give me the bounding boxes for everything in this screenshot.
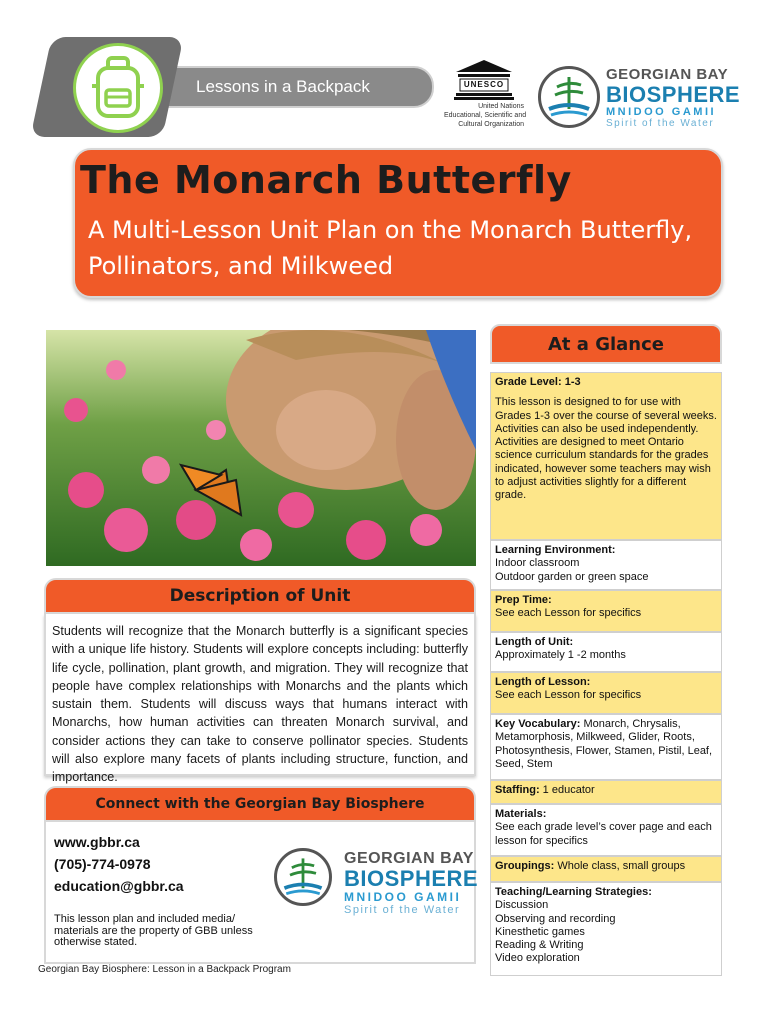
unesco-acronym: UNESCO [463,80,505,89]
backpack-icon [88,56,148,122]
logo-line-2: BIOSPHERE [344,866,479,891]
strategy-item: Kinesthetic games [495,925,585,938]
logo-line-4: Spirit of the Water [606,118,715,129]
unesco-logo [444,58,527,138]
strategy-item: Observing and recording [495,912,616,925]
description-header [44,578,476,614]
vocabulary-label: Key Vocabulary: [495,718,581,730]
ownership-note: This lesson plan and included media/ materials are the property of GBB unless otherwise stated. [54,913,253,948]
length-lesson-value: See each Lesson for specifics [495,689,642,702]
logo-line-2: BIOSPHERE [606,82,741,107]
connect-header [44,786,476,822]
page-title: The Monarch Butterfly [80,158,572,202]
email-link[interactable]: education@gbbr.ca [54,878,184,894]
gbb-logo-header [538,60,741,140]
grade-text: This lesson is designed to for use with Grades 1-3 over the course of several weeks. Activities can also be used independently. Activities are designed to meet Ontario science curriculum standards for the grades indicated, however some teachers may wish to adjust activities slightly for a different grade. [495,396,717,502]
environment-label: Learning Environment: [495,544,616,556]
materials-label: Materials: [495,808,547,820]
unesco-line: Cultural Organization [458,121,524,128]
prep-box [490,590,722,632]
logo-line-1: GEORGIAN BAY [606,66,729,83]
connect-body [44,822,479,964]
environment-item: Outdoor garden or green space [495,570,649,583]
page-subtitle: A Multi-Lesson Unit Plan on the Monarch Butterfly, Pollinators, and Milkweed [88,216,693,280]
cover-photo [46,330,476,566]
length-lesson-box [490,672,722,714]
logo-line-4: Spirit of the Water [344,904,461,916]
environment-box [490,540,722,590]
logo-line-1: GEORGIAN BAY [344,850,474,867]
footer-program: Georgian Bay Biosphere: Lesson in a Backpack Program [38,964,291,975]
glance-panel [490,372,722,976]
strategy-item: Reading & Writing [495,939,584,952]
backpack-badge [73,43,163,133]
program-label: Lessons in a Backpack [196,77,370,96]
strategy-item: Discussion [495,899,549,912]
length-lesson-label: Length of Lesson: [495,676,591,688]
website-link[interactable]: www.gbbr.ca [54,834,140,850]
description-body [44,614,476,785]
glance-heading: At a Glance [548,334,664,355]
grade-value: 1-3 [564,376,581,388]
connect-heading: Connect with the Georgian Bay Biosphere [95,796,425,812]
staffing-value: 1 educator [542,784,595,796]
strategies-label: Teaching/Learning Strategies: [495,886,652,898]
groupings-box [490,856,722,882]
length-unit-value: Approximately 1 -2 months [495,649,626,662]
strategies-box [490,882,722,976]
strategy-item: Video exploration [495,952,580,965]
materials-value: See each grade level’s cover page and each lesson for specifics [495,821,712,847]
length-unit-box [490,632,722,672]
child-butterfly-photo [46,330,476,566]
groupings-label: Groupings: [495,860,555,872]
tree-icon [277,851,329,903]
vocabulary-value: Monarch, Chrysalis, Metamorphosis, Milkweed, Glider, Roots, Photosynthesis, Flower, Stamen, Pistil, Leaf, Seed, Stem [495,718,713,770]
grade-label: Grade Level: [495,376,562,388]
logo-line-3: MNIDOO GAMII [344,890,462,904]
staffing-box [490,780,722,804]
prep-value: See each Lesson for specifics [495,607,642,620]
unesco-line: Educational, Scientific and [444,112,527,119]
length-unit-label: Length of Unit: [495,636,574,648]
prep-label: Prep Time: [495,594,552,606]
vocabulary-box [490,714,722,780]
staffing-label: Staffing: [495,784,540,796]
gbb-emblem [274,848,332,906]
environment-item: Indoor classroom [495,557,580,570]
materials-box [490,804,722,856]
phone-number[interactable]: (705)-774-0978 [54,856,151,872]
unesco-name [444,102,527,129]
tree-icon [541,69,597,125]
gbb-logo-connect [274,844,479,916]
grade-box [490,372,722,540]
description-heading: Description of Unit [169,586,351,606]
logo-line-3: MNIDOO GAMII [606,106,717,118]
groupings-value: Whole class, small groups [557,860,686,872]
gbb-emblem [538,66,600,128]
unesco-temple-icon [454,58,514,100]
description-text: Students will recognize that the Monarch butterfly is a significant species with a unique life history. Students will explore concepts including: butterfly life cycle, pollination, plant growth, and migration. They will recognize that people have complex relationships with Monarchs and the plants which sustain them. Students will discuss ways that humans interact with Monarchs, how human activities can threaten Monarch survival, and consider actions they can take to conserve pollinator species. Students will also explore many facets of plants including structure, function, and importance. [52,624,468,785]
unesco-line: United Nations [478,103,524,110]
glance-header [490,324,722,364]
